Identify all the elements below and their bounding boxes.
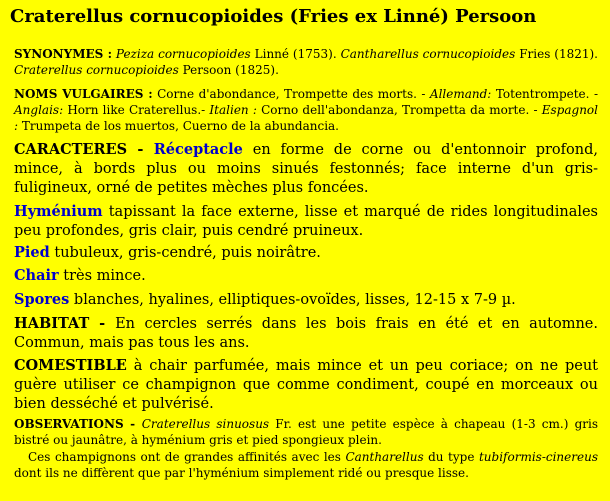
noms-text-1: Corne d'abondance, Trompette des morts. - <box>152 87 430 101</box>
comestible-label: COMESTIBLE <box>14 357 127 374</box>
habitat-text: En cercles serrés dans les bois frais en été et en automne. Commun, mais pas tous les ans. <box>14 316 598 351</box>
affinites-text-3: dont ils ne diffèrent que par l'hyménium simplement ridé ou presque lisse. <box>14 466 469 480</box>
chair-paragraph <box>14 266 598 286</box>
hymenium-label: Hyménium <box>14 203 103 220</box>
lang-espagnol: Espagnol : <box>14 103 598 133</box>
chair-label: Chair <box>14 267 59 284</box>
lang-italien: Italien : <box>209 103 257 117</box>
spores-paragraph <box>14 290 598 310</box>
synonym-3: Craterellus cornucopioides <box>14 63 179 77</box>
noms-vulgaires-label: NOMS VULGAIRES : <box>14 87 153 101</box>
synonym-1: Peziza cornucopioides <box>115 47 251 61</box>
observations-label: OBSERVATIONS - <box>14 417 142 431</box>
affinites-text-1: Ces champignons ont de grandes affinités avec les <box>28 450 346 464</box>
pied-text: tubuleux, gris-cendré, puis noirâtre. <box>49 245 321 261</box>
page-title: Craterellus cornucopioides (Fries ex Linné) Persoon <box>10 6 537 27</box>
synonym-2-author: Fries (1821). <box>515 47 598 61</box>
affinites-paragraph <box>14 449 598 481</box>
synonymes-paragraph <box>14 46 598 78</box>
noms-vulgaires-paragraph <box>14 86 598 134</box>
observations-paragraph <box>14 416 598 448</box>
caracteres-paragraph <box>14 140 598 198</box>
synonym-1-author: Linné (1753). <box>250 47 341 61</box>
comestible-text: à chair parfumée, mais mince et un peu coriace; on ne peut guère utiliser ce champignon que comme condiment, coupé en morceaux ou bien desséché et pulvérisé. <box>14 358 598 412</box>
hymenium-text: tapissant la face externe, lisse et marqué de rides longitudinales peu profondes, gris clair, puis cendré pruineux. <box>14 204 598 239</box>
noms-text-3: Horn like Craterellus.- <box>63 103 210 117</box>
chair-text: très mince. <box>58 268 146 284</box>
lang-allemand: Allemand: <box>429 87 492 101</box>
comestible-paragraph <box>14 356 598 414</box>
pied-label: Pied <box>14 244 50 261</box>
noms-text-2: Totentrompete. - <box>491 87 598 101</box>
spores-label: Spores <box>14 291 70 308</box>
observations-text-1: Fr. est une petite espèce à chapeau (1-3 cm.) gris bistré ou jaunâtre, à hyménium gris et pied spongieux plein. <box>14 417 599 447</box>
affinites-text-2: du type <box>423 450 479 464</box>
noms-text-4: Corno dell'abondanza, Trompetta da morte. - <box>256 103 542 117</box>
synonym-2: Cantharellus cornucopioides <box>340 47 516 61</box>
caracteres-label: CARACTERES - <box>14 141 154 158</box>
species-sinuosus: Craterellus sinuosus <box>141 417 270 431</box>
hymenium-paragraph <box>14 202 598 241</box>
genus-cantharellus: Cantharellus <box>345 450 424 464</box>
synonymes-label: SYNONYMES : <box>14 47 112 61</box>
synonym-3-author: Persoon (1825). <box>178 63 279 77</box>
habitat-label: HABITAT - <box>14 315 116 332</box>
pied-paragraph <box>14 243 598 263</box>
noms-text-5: Trumpeta de los muertos, Cuerno de la abundancia. <box>18 119 339 133</box>
receptacle-label: Réceptacle <box>153 141 243 158</box>
spores-text: blanches, hyalines, elliptiques-ovoïdes, lisses, 12-15 x 7-9 µ. <box>69 292 516 308</box>
lang-anglais: Anglais: <box>14 103 64 117</box>
habitat-paragraph <box>14 314 598 353</box>
caracteres-text: en forme de corne ou d'entonnoir profond, mince, à bords plus ou moins sinués festonnés; face interne d'un gris-fuligineux, orné de petites mèches plus foncées. <box>14 142 598 196</box>
species-tubiformis: tubiformis-cinereus <box>478 450 598 464</box>
